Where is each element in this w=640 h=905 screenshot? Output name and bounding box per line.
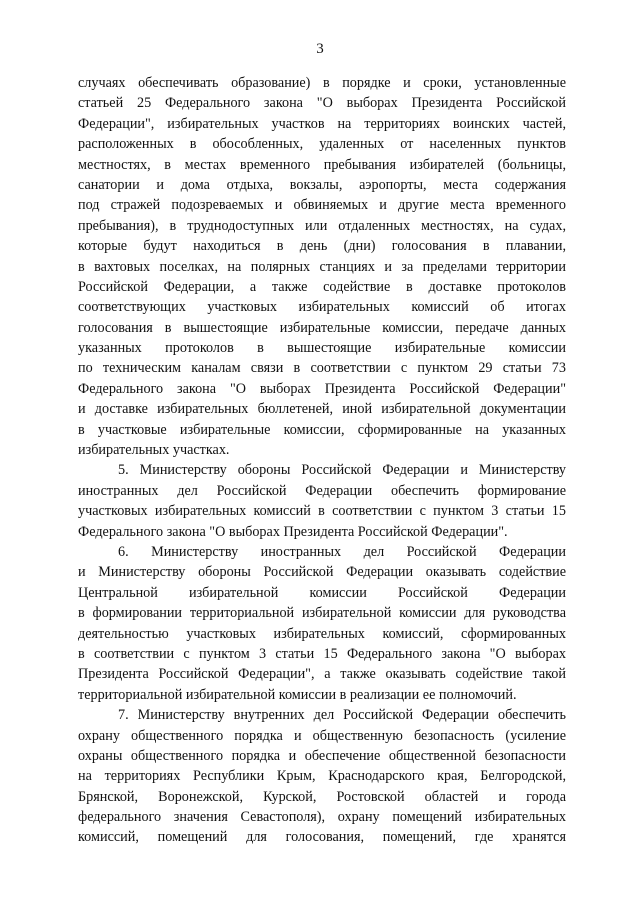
text-line: на территориях Республики Крым, Краснодарского края, Белгородской, <box>78 768 566 785</box>
text-line: участковых избирательных комиссий в соответствии с пунктом 3 статьи 15 <box>78 503 566 520</box>
text-line: и Министерству обороны Российской Федерации оказывать содействие <box>78 564 566 581</box>
text-line: избирательных участках. <box>78 442 230 459</box>
text-line: которые будут находиться в день (дни) голосования в плавании, <box>78 238 566 255</box>
text-line: в соответствии с пунктом 3 статьи 15 Федерального закона "О выборах <box>78 645 566 662</box>
text-line: и доставке избирательных бюллетеней, иной избирательной документации <box>78 401 566 418</box>
text-line: 5. Министерству обороны Российской Федерации и Министерству <box>118 462 566 479</box>
text-line: Российской Федерации, а также содействие в доставке протоколов <box>78 278 566 295</box>
text-line: местностях, в местах временного пребывания избирателей (больницы, <box>78 156 566 173</box>
text-line: территориальной избирательной комиссии в реализации ее полномочий. <box>78 686 517 703</box>
text-line: федерального значения Севастополя), охрану помещений избирательных <box>78 809 566 826</box>
text-line: под стражей подозреваемых и обвиняемых и другие места временного <box>78 197 566 214</box>
text-line: Центральной избирательной комиссии Российской Федерации <box>78 584 566 601</box>
document-body <box>78 73 566 848</box>
text-line: Федерального закона "О выборах Президента Российской Федерации". <box>78 523 508 540</box>
text-line: комиссий, помещений для голосования, помещений, где хранятся <box>78 829 566 846</box>
text-line: 6. Министерству иностранных дел Российской Федерации <box>118 543 566 560</box>
page-number: 3 <box>316 41 324 57</box>
paragraph-p-6 <box>78 542 566 705</box>
text-line: расположенных в обособленных, удаленных от населенных пунктов <box>78 136 566 153</box>
text-line: указанных протоколов в вышестоящие избирательные комиссии <box>78 340 566 357</box>
paragraph-p-7 <box>78 705 566 848</box>
text-line: случаях обеспечивать образование) в порядке и сроки, установленные <box>78 75 566 91</box>
text-line: статьей 25 Федерального закона "О выборах Президента Российской <box>78 95 566 112</box>
text-line: охраны общественного порядка и обеспечение общественной безопасности <box>78 747 566 764</box>
text-line: 7. Министерству внутренних дел Российской Федерации обеспечить <box>118 707 566 724</box>
text-line: в участковые избирательные комиссии, сформированные на указанных <box>78 421 566 438</box>
text-line: санатории и дома отдыха, вокзалы, аэропорты, места содержания <box>78 176 566 193</box>
text-line: голосования в вышестоящие избирательные комиссии, передаче данных <box>78 319 566 336</box>
text-line: Президента Российской Федерации", а также оказывать содействие такой <box>78 666 566 683</box>
paragraph-p-continuation <box>78 73 566 460</box>
text-line: пребывания), в труднодоступных или отдаленных местностях, на судах, <box>78 217 566 234</box>
text-line: Брянской, Воронежской, Курской, Ростовской областей и города <box>78 788 566 805</box>
paragraph-p-5 <box>78 460 566 542</box>
text-line: охрану общественного порядка и общественную безопасность (усиление <box>78 727 566 744</box>
text-line: соответствующих участковых избирательных комиссий об итогах <box>78 299 566 316</box>
text-line: иностранных дел Российской Федерации обеспечить формирование <box>78 482 566 499</box>
text-line: в формировании территориальной избирательной комиссии для руководства <box>78 605 566 622</box>
text-line: по техническим каналам связи в соответствии с пунктом 29 статьи 73 <box>78 360 566 377</box>
text-line: в вахтовых поселках, на полярных станциях и за пределами территории <box>78 258 566 275</box>
text-line: деятельностью участковых избирательных комиссий, сформированных <box>78 625 566 642</box>
text-line: Федерации", избирательных участков на территориях воинских частей, <box>78 115 566 132</box>
text-line: Федерального закона "О выборах Президента Российской Федерации" <box>78 380 566 397</box>
